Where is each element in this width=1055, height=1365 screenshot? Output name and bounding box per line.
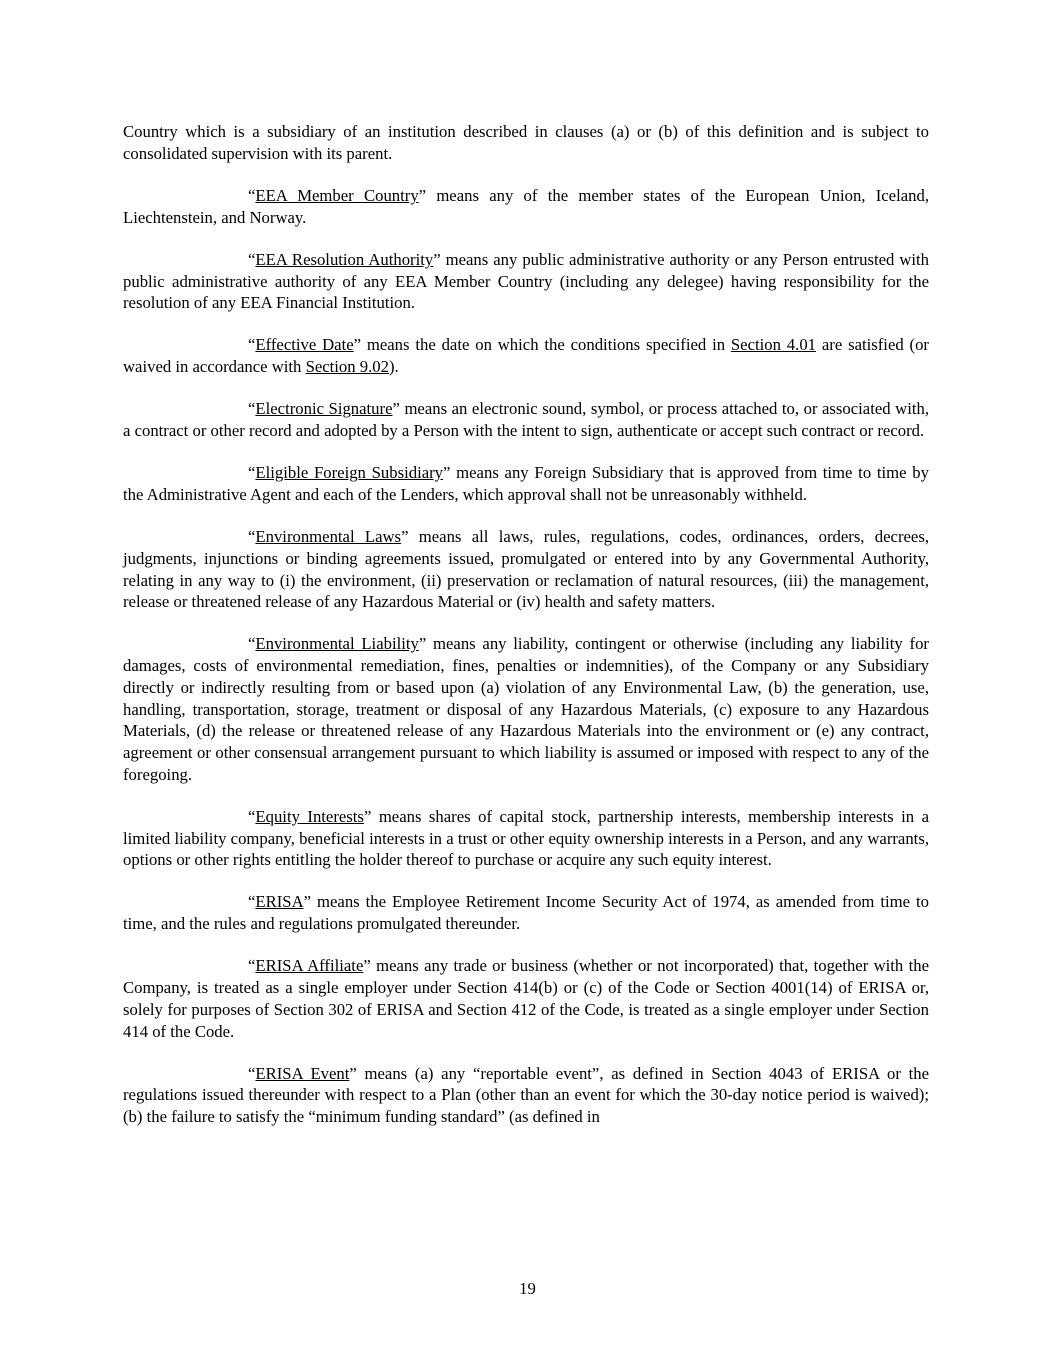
text-run: “	[248, 185, 256, 205]
text-run: ” means the date on which the conditions specified in	[353, 335, 731, 355]
text-run: ” means any trade or business (whether or not incorporated) that, together with the Company, is treated as a single employer under Section 414(b) or (c) of the Code or Section 4001(14) of ERISA or, solely for purposes of Section 302 of ERISA and Section 412 of the Code, is treated as a single employer under Section 414 of the Code.	[123, 956, 930, 1041]
text-run: ” means any liability, contingent or otherwise (including any liability for damages, costs of environmental remediation, fines, penalties or indemnities), of the Company or any Subsidiary directly or indirectly resulting from or based upon (a) violation of any Environmental Law, (b) the generation, use, handling, transportation, storage, treatment or disposal of any Hazardous Materials, (c) exposure to any Hazardous Materials, (d) the release or threatened release of any Hazardous Materials into the environment or (e) any contract, agreement or other consensual arrangement pursuant to which liability is assumed or imposed with respect to any of the foregoing.	[123, 634, 929, 784]
paragraph	[123, 121, 929, 164]
text-run: ” means all laws, rules, regulations, codes, ordinances, orders, decrees, judgments, injunctions or binding agreements issued, promulgated or entered into by any Governmental Authority, relating in any way to (i) the environment, (ii) preservation or reclamation of natural resources, (iii) the management, release or threatened release of any Hazardous Material or (iv) health and safety matters.	[123, 527, 929, 612]
paragraph	[123, 185, 929, 228]
defined-term: Electronic Signature	[255, 399, 393, 419]
text-run: ” means any public administrative authority or any Person entrusted with public administrative authority of any EEA Member Country (including any delegee) having responsibility for the resolution of any EEA Financial Institution.	[123, 249, 929, 313]
text-run: ” means shares of capital stock, partnership interests, membership interests in a limited liability company, beneficial interests in a trust or other equity ownership interests in a Person, and any warrants, options or other rights entitling the holder thereof to purchase or acquire any such equity interest.	[123, 806, 930, 870]
paragraph	[123, 526, 929, 613]
defined-term: EEA Resolution Authority	[255, 249, 434, 269]
text-run: “	[248, 1063, 256, 1083]
text-run: are satisfied (or waived in accordance with	[123, 335, 929, 377]
text-run: “	[248, 806, 256, 826]
defined-term: Effective Date	[255, 335, 354, 355]
text-run: “	[248, 956, 256, 976]
defined-term: Section 4.01	[730, 335, 817, 355]
defined-term: EEA Member Country	[255, 185, 419, 205]
paragraph	[123, 891, 929, 934]
defined-term: ERISA	[255, 892, 304, 912]
text-run: “	[248, 527, 256, 547]
text-run: ” means any Foreign Subsidiary that is approved from time to time by the Administrative Agent and each of the Lenders, which approval shall not be unreasonably withheld.	[123, 463, 929, 504]
text-run: ” means the Employee Retirement Income Security Act of 1974, as amended from time to time, and the rules and regulations promulgated thereunder.	[123, 892, 929, 934]
defined-term: ERISA Event	[255, 1063, 350, 1083]
text-run: ” means (a) any “reportable event”, as defined in Section 4043 of ERISA or the regulations issued thereunder with respect to a Plan (other than an event for which the 30-day notice period is waived); (b) the failure to satisfy the “minimum funding standard” (as defined in	[123, 1063, 930, 1127]
paragraph	[123, 249, 929, 314]
paragraph	[123, 462, 929, 505]
text-run: “	[248, 399, 256, 419]
paragraph	[123, 955, 929, 1042]
text-run: “	[248, 634, 256, 654]
defined-term: Eligible Foreign Subsidiary	[255, 463, 444, 483]
text-run: ” means any of the member states of the European Union, Iceland, Liechtenstein, and Norway.	[123, 185, 929, 227]
defined-term: ERISA Affiliate	[255, 956, 364, 976]
paragraph	[123, 633, 929, 785]
text-run: “	[248, 249, 256, 269]
document-body	[123, 121, 929, 1148]
text-run: ” means an electronic sound, symbol, or process attached to, or associated with, a contract or other record and adopted by a Person with the intent to sign, authenticate or accept such contract or record.	[123, 399, 929, 441]
page-number: 19	[519, 1279, 536, 1298]
paragraph	[123, 806, 929, 871]
paragraph	[123, 1063, 929, 1128]
text-run: “	[248, 463, 256, 483]
text-run: “	[248, 335, 256, 355]
text-run: Country which is a subsidiary of an institution described in clauses (a) or (b) of this definition and is subject to consolidated supervision with its parent.	[123, 122, 929, 163]
text-run: “	[248, 892, 256, 912]
defined-term: Environmental Liability	[255, 634, 419, 654]
paragraph	[123, 334, 929, 377]
defined-term: Equity Interests	[255, 806, 364, 826]
paragraph	[123, 398, 929, 441]
text-run: ).	[389, 357, 399, 377]
defined-term: Section 9.02	[305, 357, 389, 377]
defined-term: Environmental Laws	[255, 527, 402, 547]
